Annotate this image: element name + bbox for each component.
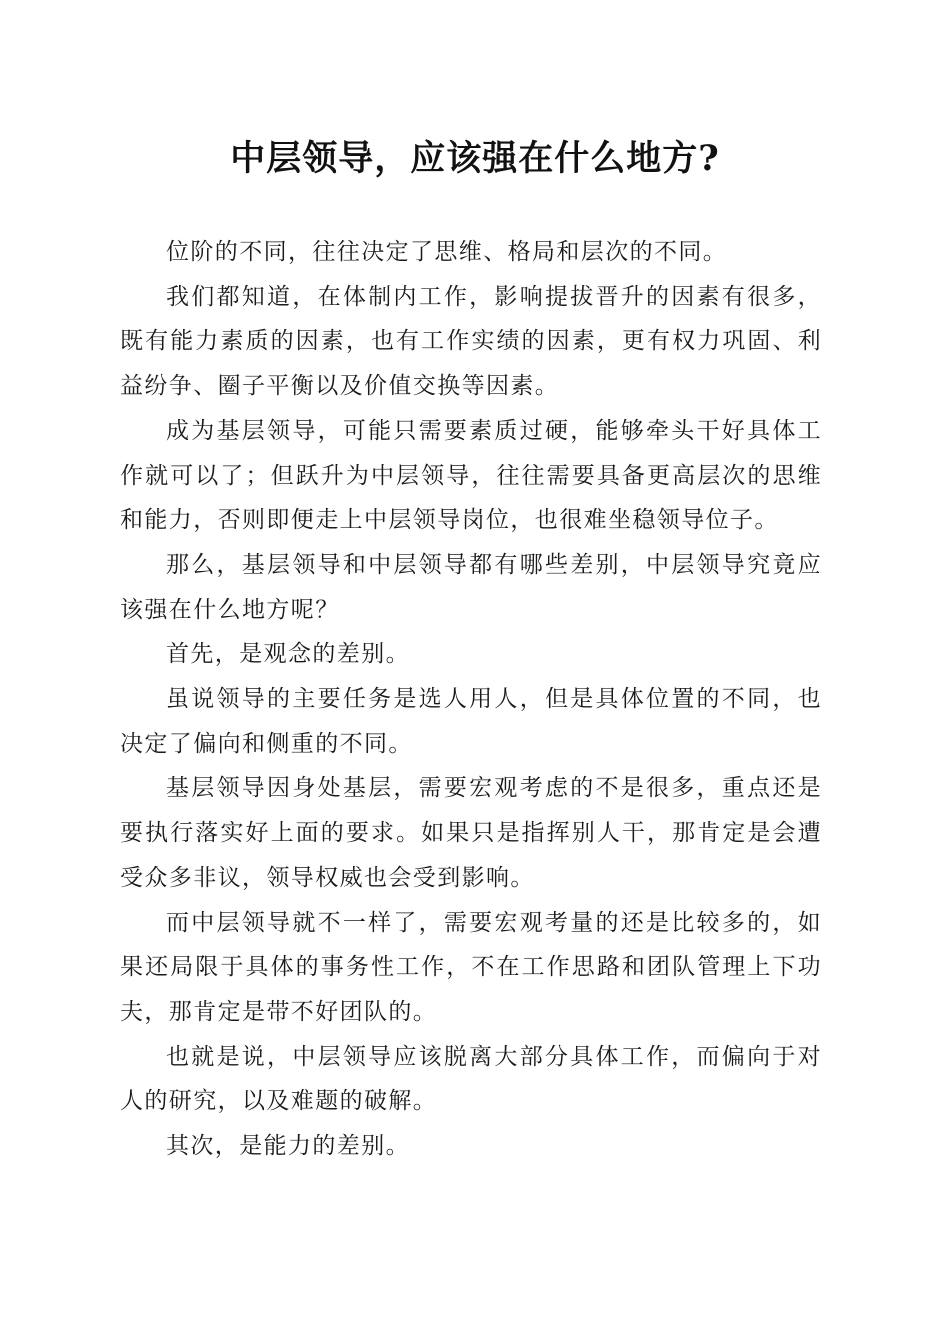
paragraph: 其次，是能力的差别。 <box>166 1133 410 1160</box>
paragraph: 位阶的不同，往往决定了思维、格局和层次的不同。 <box>166 239 728 265</box>
paragraph: 而中层领导就不一样了，需要宏观考量的还是比较多的，如果还局限于具体的事务性工作，不在工作思路和团队管理上下功夫，那肯定是带不好团队的。 <box>120 909 822 1025</box>
paragraph: 虽说领导的主要任务是选人用人，但是具体位置的不同，也决定了偏向和侧重的不同。 <box>120 686 822 757</box>
document-body <box>120 230 822 1169</box>
document-title: 中层领导，应该强在什么地方? <box>230 138 720 179</box>
paragraph: 首先，是观念的差别。 <box>166 641 410 668</box>
paragraph: 成为基层领导，可能只需要素质过硬，能够牵头干好具体工作就可以了；但跃升为中层领导，往往需要具备更高层次的思维和能力，否则即便走上中层领导岗位，也很难坐稳领导位子。 <box>120 417 822 534</box>
paragraph: 基层领导因身处基层，需要宏观考虑的不是很多，重点还是要执行落实好上面的要求。如果只是指挥别人干，那肯定是会遭受众多非议，领导权威也会受到影响。 <box>120 775 822 891</box>
paragraph: 我们都知道，在体制内工作，影响提拔晋升的因素有很多，既有能力素质的因素，也有工作实绩的因素，更有权力巩固、利益纷争、圈子平衡以及价值交换等因素。 <box>120 283 822 400</box>
paragraph: 那么，基层领导和中层领导都有哪些差别，中层领导究竟应该强在什么地方呢？ <box>120 551 822 623</box>
paragraph: 也就是说，中层领导应该脱离大部分具体工作，而偏向于对人的研究，以及难题的破解。 <box>120 1043 822 1115</box>
